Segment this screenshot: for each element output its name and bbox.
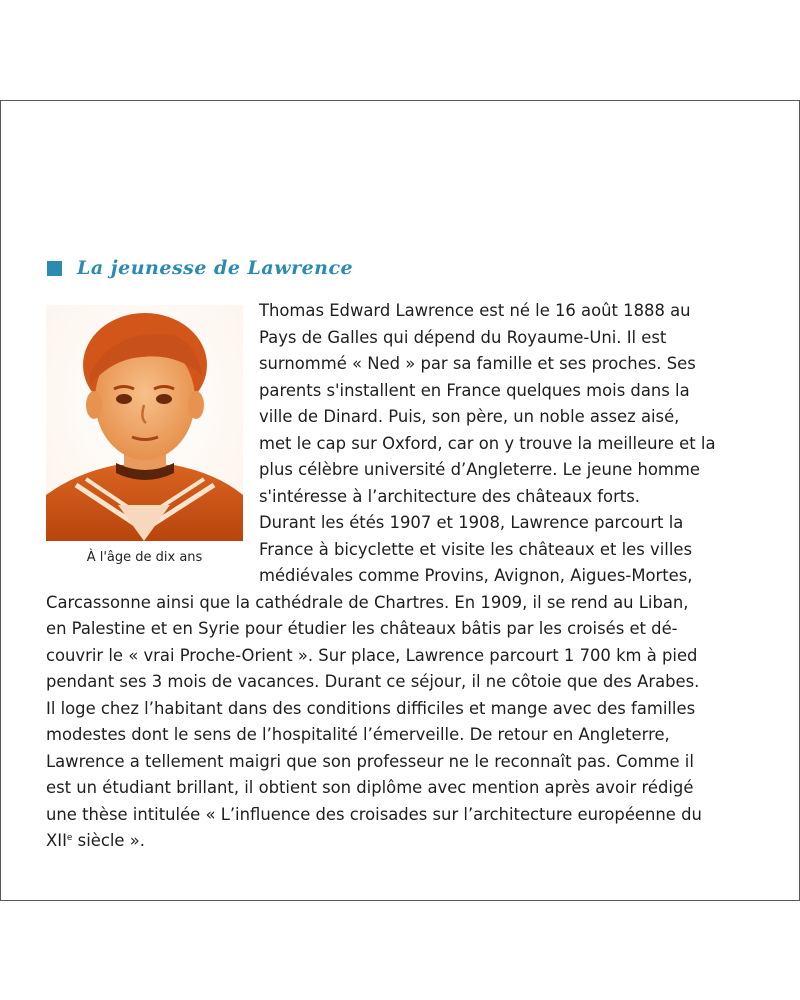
photo-caption: À l'âge de dix ans xyxy=(86,550,203,565)
ordinal-superscript: e xyxy=(66,833,73,843)
text-line: France à bicyclette et visite les châteaux et les villes xyxy=(259,539,692,559)
text-line: surnommé « Ned » par sa famille et ses proches. Ses xyxy=(259,354,696,373)
text-line: couvrir le « vrai Proche-Orient ». Sur place, Lawrence parcourt 1 700 km à pied xyxy=(46,645,698,665)
text-line: Durant les étés 1907 et 1908, Lawrence parcourt la xyxy=(259,513,684,532)
text-line: plus célèbre université d’Angleterre. Le jeune homme xyxy=(259,460,700,479)
section-title: La jeunesse de Lawrence xyxy=(77,257,354,279)
text-line: une thèse intitulée « L’influence des croisades sur l’architecture européenne du xyxy=(46,804,702,824)
section-heading xyxy=(47,255,353,281)
text-line: Carcassonne ainsi que la cathédrale de Chartres. En 1909, il se rend au Liban, xyxy=(46,592,689,612)
text-line-end: siècle ». xyxy=(72,831,145,850)
text-line: s'intéresse à l’architecture des châteaux forts. xyxy=(259,486,640,506)
roman-numeral: XII xyxy=(46,831,67,850)
text-line: Pays de Galles qui dépend du Royaume-Uni. Il est xyxy=(259,327,667,347)
heading-square-icon xyxy=(47,261,62,276)
text-line: Il loge chez l’habitant dans des conditions difficiles et mange avec des familles xyxy=(46,698,696,718)
text-line-last xyxy=(46,828,756,855)
text-line: en Palestine et en Syrie pour étudier les châteaux bâtis par les croisés et dé- xyxy=(46,619,678,638)
article-body xyxy=(46,298,756,855)
text-line: Lawrence a tellement maigri que son professeur ne le reconnaît pas. Comme il xyxy=(46,751,694,771)
text-line: est un étudiant brillant, il obtient son diplôme avec mention après avoir rédigé xyxy=(46,778,694,797)
text-line: modestes dont le sens de l’hospitalité l’émerveille. De retour en Angleterre, xyxy=(46,725,670,744)
text-line: ville de Dinard. Puis, son père, un noble assez aisé, xyxy=(259,407,680,426)
text-line: parents s'installent en France quelques mois dans la xyxy=(259,380,690,400)
text-line: médiévales comme Provins, Avignon, Aigues-Mortes, xyxy=(259,566,693,585)
text-line: met le cap sur Oxford, car on y trouve la meilleure et la xyxy=(259,433,716,453)
text-line: Thomas Edward Lawrence est né le 16 août 1888 au xyxy=(259,301,691,320)
text-line: pendant ses 3 mois de vacances. Durant ce séjour, il ne côtoie que des Arabes. xyxy=(46,672,700,691)
